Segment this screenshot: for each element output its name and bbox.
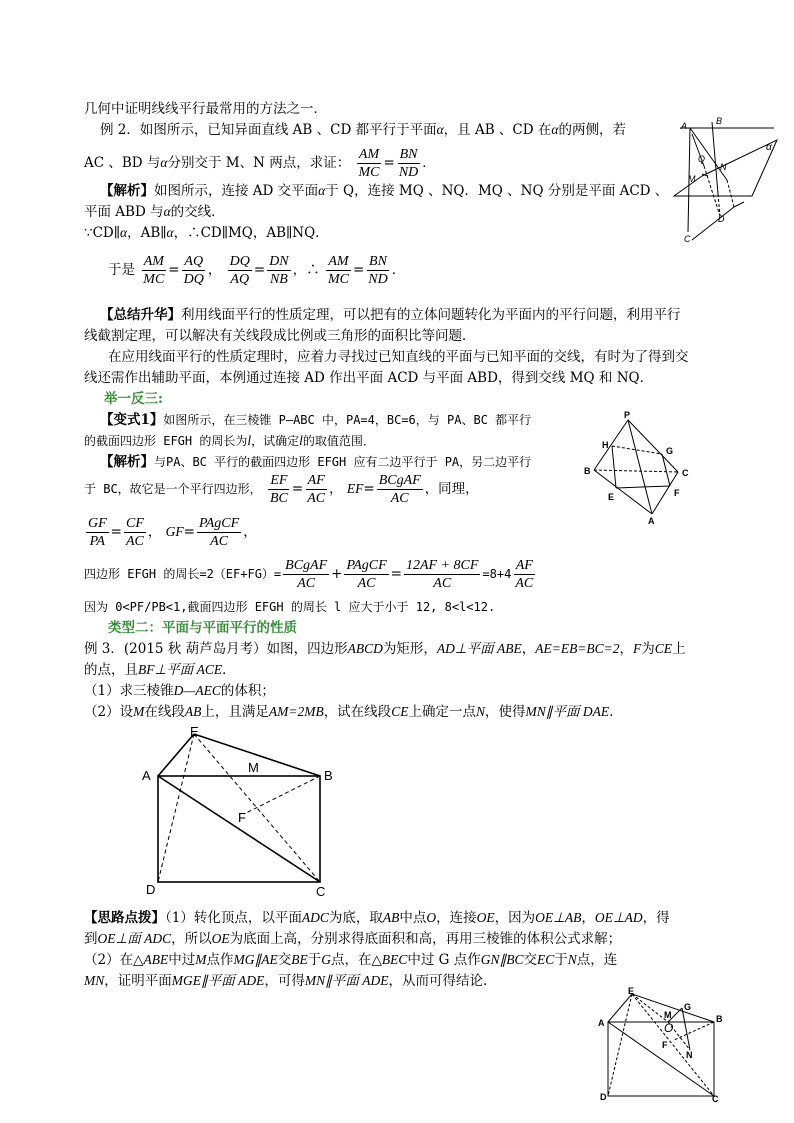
label-g: G	[684, 1002, 692, 1012]
label-f: F	[238, 810, 246, 825]
variant1-perimeter: 四边形 EFGH 的周长=2（EF+FG）= $\frac{\text{BCgAF}}{AC}$ + $\frac{\text{PAgCF}}{AC}$ = $\frac{12AF + 8CF}{AC}$ =8+4 $\frac{AF}{AC}$	[84, 558, 534, 591]
section-heading-jyfs: 举一反三:	[104, 391, 163, 407]
label-m: M	[688, 174, 696, 184]
label-c: C	[682, 468, 689, 478]
label-d: D	[718, 214, 725, 224]
example2-solution-line3: ∵CD∥α，AB∥α，∴CD∥MQ，AB∥NQ．	[84, 225, 329, 241]
example3-line2: 的点，且BF⊥平面 ACE．	[84, 662, 236, 678]
example3-question1: （1）求三棱锥D—AEC的体积；	[84, 683, 275, 699]
label-e: E	[190, 724, 199, 739]
label-f: F	[662, 1040, 668, 1050]
label-f: F	[674, 488, 680, 498]
label-c: C	[684, 234, 691, 244]
example2-ratio-chain: 于是 $\frac{AM}{MC}$ = $\frac{AQ}{DQ}$ ， $\frac{DQ}{AQ}$ = $\frac{DN}{NB}$ ，∴ $\frac{AM}{MC}$ = $\frac{BN}{ND}$ ．	[108, 254, 406, 287]
label-c: C	[316, 884, 326, 899]
fraction-am-mc: $\frac{AM}{MC}$	[358, 147, 380, 180]
label-c: C	[712, 1094, 719, 1104]
label-m: M	[664, 1010, 672, 1020]
application-line2: 线还需作出辅助平面，本例通过连接 AD 作出平面 ACD 与平面 ABD，得到交线 MQ 和 NQ．	[84, 370, 654, 386]
hint-line3: （2）在△ABE中过M点作MG∥AE交BE于G点，在△BEC中过 G 点作GN∥BC交EC于N点，连	[84, 952, 618, 968]
label-b: B	[716, 116, 723, 126]
label-d: D	[600, 1092, 607, 1102]
label-p: P	[624, 410, 631, 420]
label-b: B	[324, 768, 333, 783]
hint-line4: MN，证明平面MGE∥平面 ADE，可得MN∥平面 ADE，从而可得结论．	[84, 973, 497, 989]
summary-line2: 线截割定理，可以解决有关线段成比例或三角形的面积比等问题．	[84, 328, 476, 344]
label-n: N	[720, 162, 727, 172]
variant1-line2: 的截面四边形 EFGH 的周长为l，试确定l的取值范围．	[84, 433, 375, 448]
label-b: B	[584, 466, 591, 476]
variant1-conclusion: 因为 0<PF/PB<1,截面四边形 EFGH 的周长 l 应大于小于 12, 8<l<12.	[84, 600, 496, 614]
label-a: A	[648, 516, 655, 526]
hint-line2: 到OE⊥面 ADC，所以OE为底面上高，分别求得底面积和高，再用三棱锥的体积公式求解；	[84, 931, 622, 947]
label-d: D	[146, 882, 156, 897]
label-e: E	[608, 492, 615, 502]
label-n: N	[686, 1050, 693, 1060]
hint-line1: 【思路点拨】（1）转化顶点，以平面ADC为底，取AB中点O，连接OE，因为OE⊥AB，OE⊥AD，得	[84, 910, 670, 926]
label-a: A	[142, 768, 151, 783]
fraction-bn-nd: $\frac{BN}{ND}$	[398, 147, 419, 180]
application-line1: 在应用线面平行的性质定理时，应着力寻找过已知直线的平面与已知平面的交线，有时为了得到交	[108, 349, 689, 365]
label-o: O	[664, 1021, 674, 1035]
example3-line1: 例 3．(2015 秋 葫芦岛月考）如图，四边形ABCD为矩形，AD⊥平面 ABE，AE=EB=BC=2，F为CE上	[84, 641, 686, 657]
example3-question2: （2）设M在线段AB上，且满足AM=2MB，试在线段CE上确定一点N，使得MN∥平面 DAE．	[84, 704, 623, 720]
figure-rectangle-abcd	[138, 722, 338, 904]
figure-tetrahedron	[582, 410, 697, 528]
variant1-solution-line2: 于 BC，故它是一个平行四边形， $\frac{EF}{BC}$ = $\frac{AF}{AC}$ ， EF= $\frac{\text{BCgAF}}{AC}$ ，同理，	[84, 473, 479, 506]
figure-auxiliary-construction	[594, 986, 734, 1104]
label-m: M	[248, 760, 259, 775]
label-alpha: α	[766, 142, 772, 153]
label-q: Q	[698, 154, 706, 164]
figure-skew-lines-plane	[672, 112, 782, 248]
section-heading-type2: 类型二：平面与平面平行的性质	[108, 620, 297, 636]
label-a: A	[681, 121, 688, 131]
label-a: A	[598, 1018, 605, 1028]
variant1-line1: 【变式1】如图所示，在三棱锥 P—ABC 中，PA=4，BC=6，与 PA、BC 都平行	[100, 412, 532, 428]
summary-line1: 【总结升华】利用线面平行的性质定理，可以把有的立体问题转化为平面内的平行问题，利用平行	[100, 307, 681, 323]
label-e: E	[628, 986, 635, 996]
intro-text: 几何中证明线线平行最常用的方法之一．	[84, 101, 327, 117]
label-b: B	[716, 1014, 723, 1024]
example2-solution-line1: 【解析】如图所示，连接 AD 交平面α于 Q，连接 MQ 、NQ．MQ 、NQ 分别是平面 ACD 、	[100, 183, 669, 199]
label-g: G	[666, 446, 674, 456]
label-h: H	[602, 440, 609, 450]
variant1-solution-line3: $\frac{GF}{PA}$ = $\frac{CF}{AC}$ ， GF= $\frac{\text{PAgCF}}{AC}$ ，	[88, 516, 257, 549]
example2-solution-line2: 平面 ABD 与α的交线．	[84, 204, 225, 220]
example2-statement-line1: 例 2．如图所示，已知异面直线 AB 、CD 都平行于平面α，且 AB 、CD 在α的两侧，若	[100, 122, 626, 138]
example2-statement-line2: AC 、BD 与α分别交于 M、N 两点，求证： $\frac{AM}{MC}$ = $\frac{BN}{ND}$ ．	[84, 147, 436, 180]
variant1-solution-line1: 【解析】与PA、BC 平行的截面四边形 EFGH 应有二边平行于 PA，另二边平行	[100, 454, 532, 470]
